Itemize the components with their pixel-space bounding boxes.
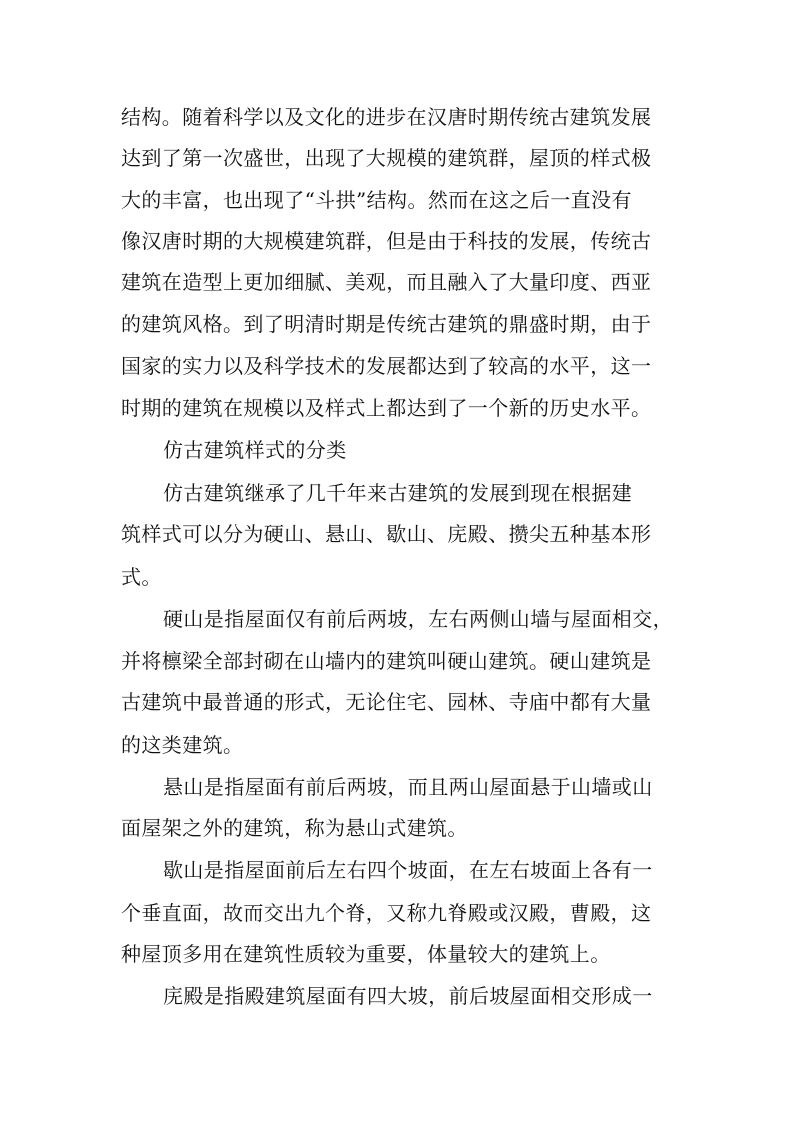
- text-line: 个垂直面，故而交出九个脊，又称九脊殿或汉殿，曹殿，这: [121, 901, 652, 925]
- text-line: 达到了第一次盛世，出现了大规模的建筑群，屋顶的样式极: [121, 146, 652, 170]
- text-line: 的建筑风格。到了明清时期是传统古建筑的鼎盛时期，由于: [121, 312, 652, 336]
- text-line: 时期的建筑在规模以及样式上都达到了一个新的历史水平。: [121, 396, 652, 420]
- text-line: 悬山是指屋面有前后两坡，而且两山屋面悬于山墙或山: [163, 775, 653, 799]
- text-line: 筑样式可以分为硬山、悬山、歇山、庑殿、攒尖五种基本形: [121, 522, 652, 546]
- text-line: 大的丰富，也出现了“斗拱”结构。然而在这之后一直没有: [121, 188, 632, 212]
- text-line: 面屋架之外的建筑，称为悬山式建筑。: [121, 816, 468, 840]
- text-line: 歇山是指屋面前后左右四个坡面，在左右坡面上各有一: [163, 858, 653, 882]
- text-line: 古建筑中最普通的形式，无论住宅、园林、寺庙中都有大量: [121, 690, 652, 714]
- section-heading: 仿古建筑样式的分类: [163, 438, 347, 462]
- text-line: 的这类建筑。: [121, 733, 244, 757]
- text-line: 像汉唐时期的大规模建筑群，但是由于科技的发展，传统古: [121, 229, 652, 253]
- text-line: 结构。随着科学以及文化的进步在汉唐时期传统古建筑发展: [121, 105, 652, 129]
- text-line: 建筑在造型上更加细腻、美观，而且融入了大量印度、西亚: [121, 270, 652, 294]
- text-line: 种屋顶多用在建筑性质较为重要，体量较大的建筑上。: [121, 942, 611, 966]
- text-line: 国家的实力以及科学技术的发展都达到了较高的水平，这一: [121, 354, 652, 378]
- text-line: 式。: [121, 565, 162, 589]
- text-line: 仿古建筑继承了几千年来古建筑的发展到现在根据建: [163, 481, 633, 505]
- text-line: 硬山是指屋面仅有前后两坡，左右两侧山墙与屋面相交，: [163, 607, 673, 631]
- text-line: 庑殿是指殿建筑屋面有四大坡，前后坡屋面相交形成一: [163, 984, 653, 1008]
- text-line: 并将檩梁全部封砌在山墙内的建筑叫硬山建筑。硬山建筑是: [121, 649, 652, 673]
